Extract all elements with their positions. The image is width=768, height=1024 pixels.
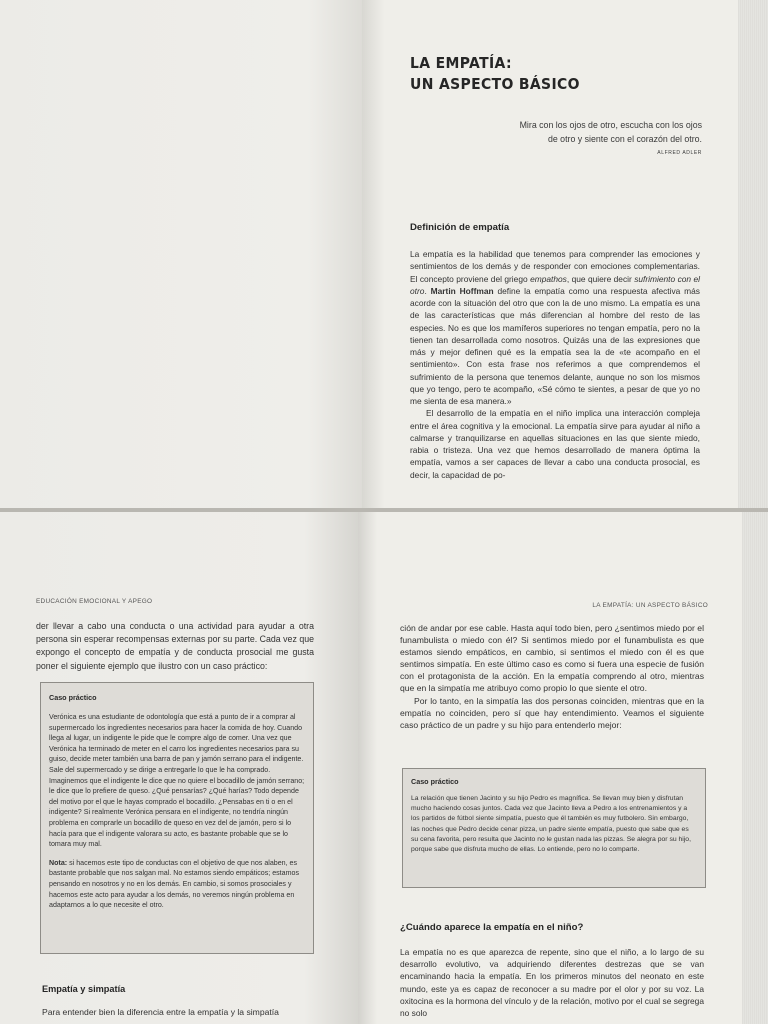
bottom-spread — [0, 512, 768, 1024]
body-text-229 — [410, 248, 700, 481]
paragraph-por-lo-tanto: Por lo tanto, en la simpatía las dos personas coinciden, mientras que en la empatía no coinciden, pero sí que hay entendimiento. Veamos el siguiente caso práctico de un padre y su hijo para entenderlo mejor: — [400, 695, 704, 730]
case-box-text: La relación que tienen Jacinto y su hijo Pedro es magnífica. Se llevan muy bien y disfrutan mucho haciendo cosas juntos. Cada vez que Jacinto lleva a Pedro a los entrenamientos y a los partidos de fútbol siente simpatía, puesto que él también es muy futbolero. Sin embargo, las noches que Pedro decide cenar pizza, un padre siente empatía, puesto que sabe que es su cena favorita, pero resulta que Jacinto no le gustan nada las pizzas. Se alegra por su hijo, porque sabe que disfruta mucho de ellas. Lo entiende, pero no lo comparte. — [411, 795, 691, 854]
running-head-left: EDUCACIÓN EMOCIONAL Y APEGO — [36, 598, 153, 605]
case-box-text: Verónica es una estudiante de odontología que está a punto de ir a comprar al supermercado los ingredientes necesarios para hacer la comida de hoy. Cuando llega al lugar, un indigente le pide que le compre algo de comer. Una vez que Verónica ha terminado de meter en el carro los ingredientes necesarios para su guiso, decide meter también una barra de pan y jamón serrano para el indigente. Sale del supermercado y se dirige a entregarle lo que le ha comprado. Imaginemos que el indigente le dice que no quiere el bocadillo de jamón serrano; le dice que lo prefiere de queso. ¿Qué pensarías? ¿Qué harías? Todo depende del motivo por el que le hayas comprado el bocadillo. ¿Pensabas en ti o en el indigente? Si realmente Verónica pensara en el indigente, no tendría ningún problema en comprarle un bocadillo de queso en vez del de jamón, pero si lo hacía para que el indigente valorara su acto, es bastante probable que se lo tomara muy mal. — [49, 713, 305, 849]
body-text-231 — [400, 622, 704, 731]
case-box-jacinto — [402, 768, 706, 888]
epigraph-line-2: de otro y siente con el corazón del otro. — [547, 134, 702, 144]
right-page-229 — [362, 0, 738, 512]
paragraph-1: La empatía es la habilidad que tenemos para comprender las emociones y sentimientos de los demás y de responder con emociones complementarias. El concepto proviene del griego empathos, que quiere decir sufrimiento con el otro. Martin Hoffman define la empatía como una respuesta afectiva más acorde con la situación del otro que con la de uno mismo. La empatía es una de las características que más diferencian al hombre del resto de las especies. No es que los mamíferos superiores no tengan empatía, pero no la tienen tan desarrollada como nosotros. Quizás una de las expresiones que más y mejor definen qué es la empatía sea la de «te acompaño en el sentimiento». Con esta frase nos referimos a que comprendemos el sufrimiento de la persona que tenemos delante, aunque no son los mismos que yo tengo, pero te acompaño, «Sé cómo te sientes, a pesar de que yo no me sienta de esa manera.» — [410, 249, 700, 406]
page-edges — [738, 0, 768, 512]
epigraph-author: ALFRED ADLER — [657, 150, 702, 156]
section-heading-empatia-simpatia: Empatía y simpatía — [42, 984, 126, 994]
blank-left-page — [0, 0, 362, 512]
case-box-veronica — [40, 682, 314, 954]
chapter-title-line-1: LA EMPATÍA: — [410, 54, 512, 72]
epigraph — [442, 118, 702, 146]
chapter-title — [410, 53, 580, 95]
case-box-title: Caso práctico — [49, 693, 97, 702]
intro-paragraph: der llevar a cabo una conducta o una actividad para ayudar a otra persona sin esperar recompensas externas por su parte. Cada vez que expongo el concepto de empatía y de conducta prosocial me gusta poner el siguiente ejemplo que ilustro con un caso práctico: — [36, 621, 314, 671]
last-paragraph-right: La empatía no es que aparezca de repente, sino que el niño, a lo largo de su desarrollo evolutivo, va adquiriendo diferentes destrezas que se van encaminando hacia la empatía. En los primeros minutos del neonato en este mundo, este ya es capaz de reconocer a su madre por el olor y por su voz. La oxitocina es la hormona del vínculo y de la relación, motivo por el cual se segrega no solo — [400, 947, 704, 1019]
left-page-230 — [0, 512, 358, 1024]
section-heading-cuando-aparece: ¿Cuándo aparece la empatía en el niño? — [400, 922, 584, 933]
right-page-231 — [358, 512, 742, 1024]
epigraph-line-1: Mira con los ojos de otro, escucha con los ojos — [519, 120, 702, 130]
paragraph-2: El desarrollo de la empatía en el niño implica una interacción compleja entre el área cognitiva y la emocional. La empatía sirve para ayudar al niño a calmarse y tranquilizarse en aquellas situaciones en las que siente miedo, rabia o tristeza. Una vez que hemos desarrollado de manera óptima la empatía, vamos a ser capaces de llevar a cabo una conducta prosocial, es decir, la capacidad de po- — [410, 408, 700, 480]
chapter-title-line-2: UN ASPECTO BÁSICO — [410, 75, 580, 93]
section-heading-definicion: Definición de empatía — [410, 222, 510, 233]
page-edges — [742, 512, 768, 1024]
running-head-right: LA EMPATÍA: UN ASPECTO BÁSICO — [592, 602, 708, 609]
last-paragraph-left: Para entender bien la diferencia entre la empatía y la simpatía — [42, 1007, 279, 1017]
paragraph-funambulista: ción de andar por ese cable. Hasta aquí todo bien, pero ¿sentimos miedo por el funambulista o miedo con él? Si sentimos miedo por el funambulista es que estamos siendo empáticos, en cambio, si sentimos el miedo con él es que sentimos simpatía. En este último caso es como si fuera una especie de fusión con el protagonista de la acción. En la empatía comprendo al otro, mientras que en la simpatía me atribuyo como propio lo que siente el otro. — [400, 623, 704, 694]
case-box-note: Nota: si hacemos este tipo de conductas con el objetivo de que nos alaben, es bastante probable que nos salgan mal. No estamos siendo empáticos; estamos pensando en nosotros y no en los demás. En cambio, si somos prosociales y hacemos este acto para ayudar a los demás, no veremos ningún problema en adaptarnos a lo que necesite el otro. — [49, 858, 300, 910]
case-box-title: Caso práctico — [411, 777, 459, 786]
